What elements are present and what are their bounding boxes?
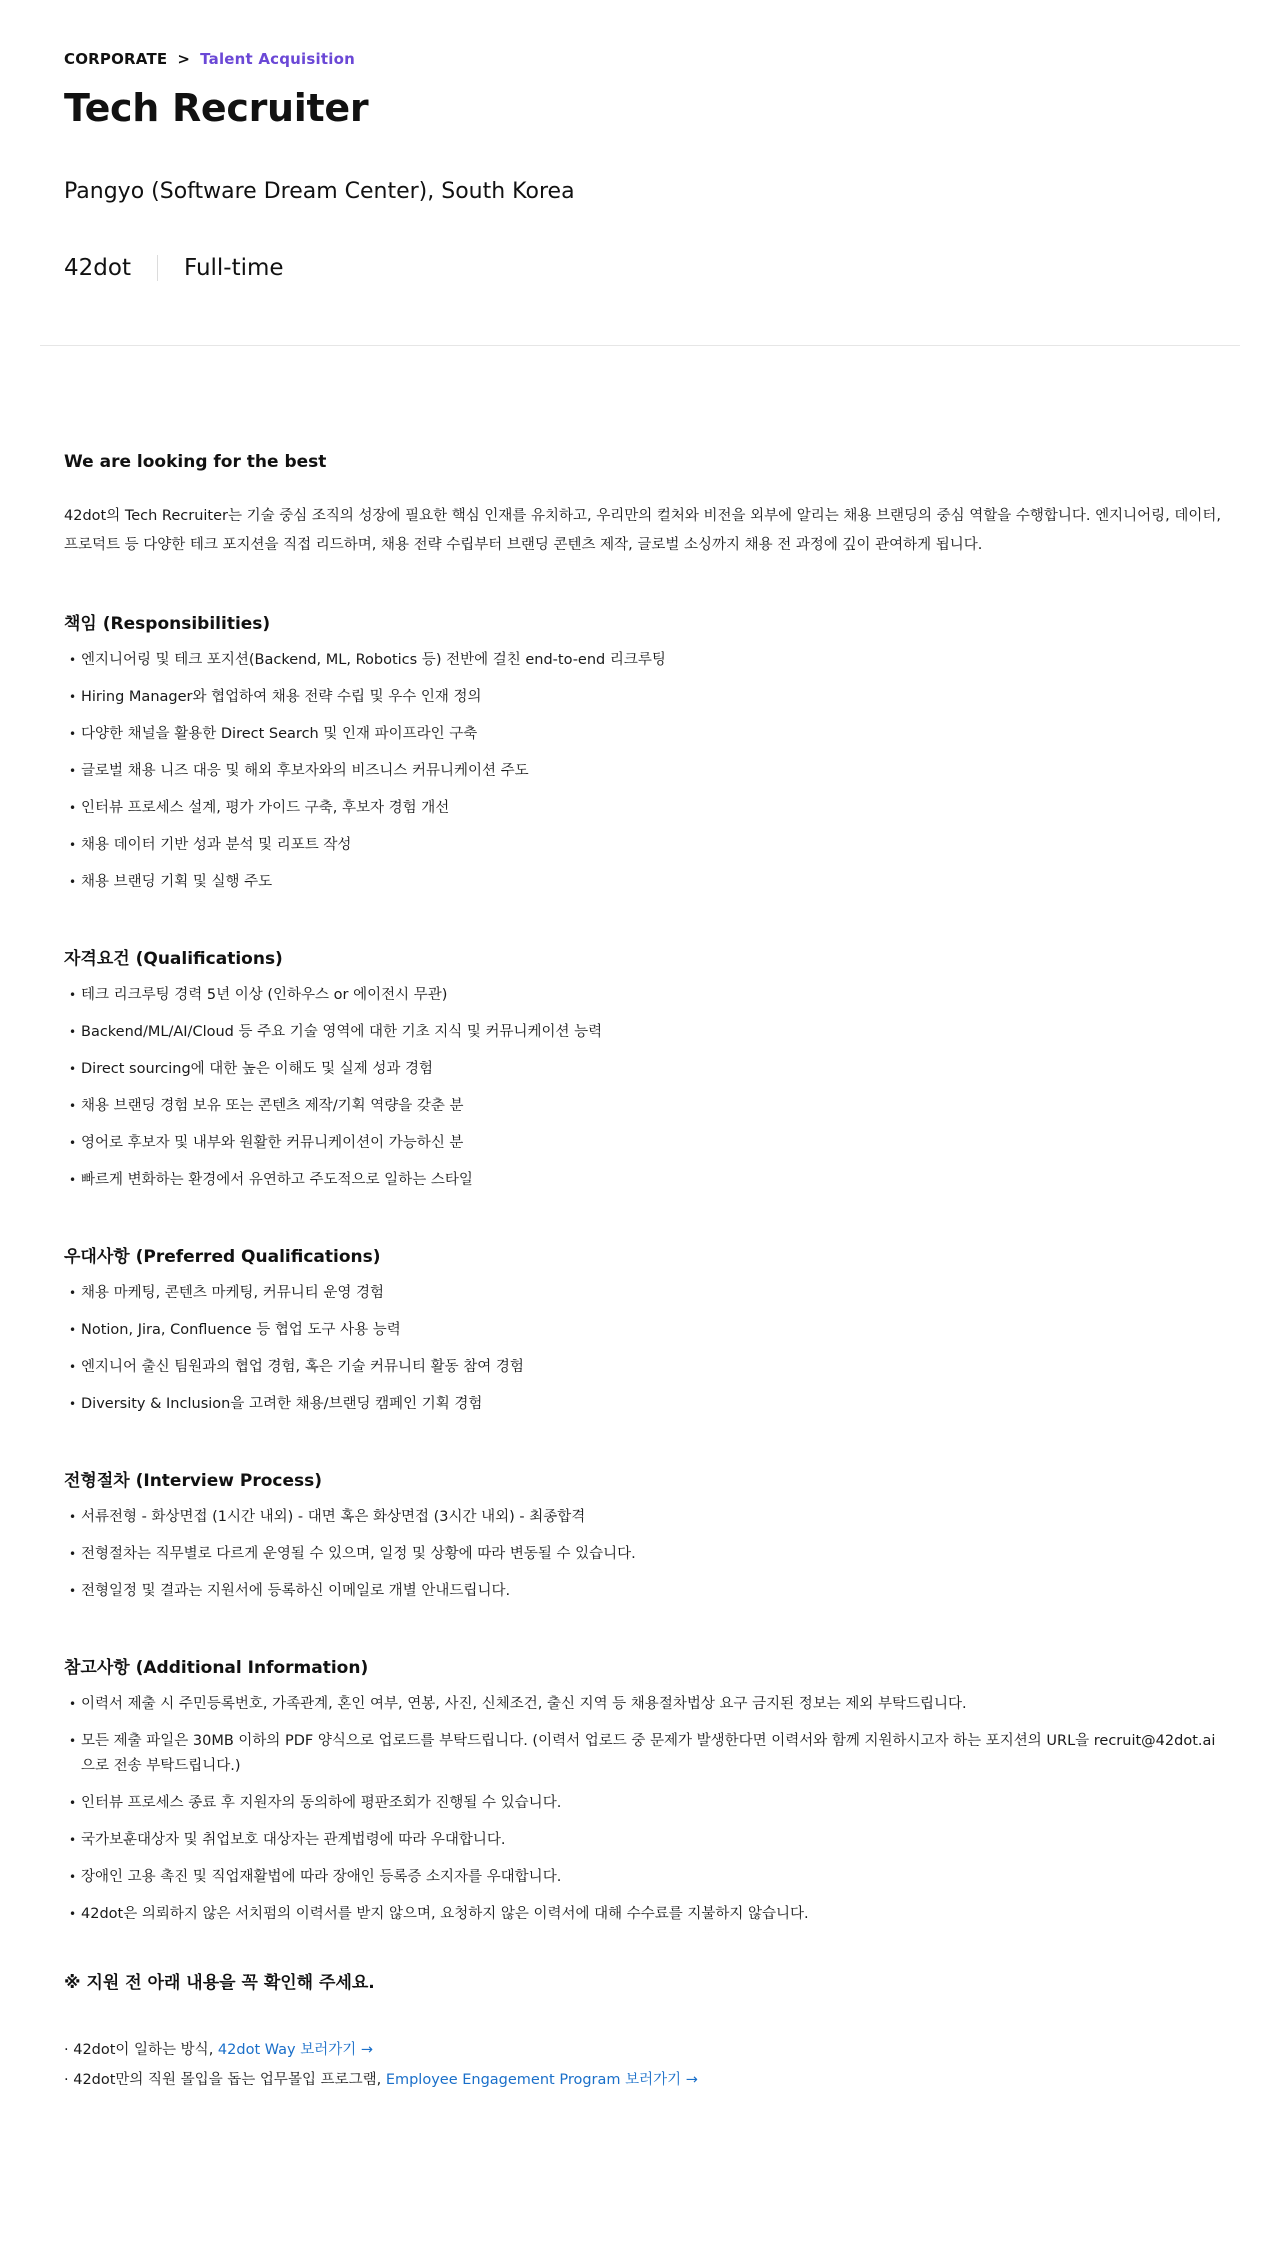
notice-link-row	[64, 2065, 1216, 2095]
bullet-list	[64, 1692, 1216, 1927]
list-item: • Backend/ML/AI/Cloud 등 주요 기술 영역에 대한 기초 지식 및 커뮤니케이션 능력	[64, 1020, 1216, 1045]
list-item: • 영어로 후보자 및 내부와 원활한 커뮤니케이션이 가능하신 분	[64, 1131, 1216, 1156]
list-item: • Notion, Jira, Confluence 등 협업 도구 사용 능력	[64, 1318, 1216, 1343]
list-item: • 국가보훈대상자 및 취업보호 대상자는 관계법령에 따라 우대합니다.	[64, 1828, 1216, 1853]
breadcrumb-separator: >	[177, 50, 191, 68]
intro-text: 42dot의 Tech Recruiter는 기술 중심 조직의 성장에 필요한 핵심 인재를 유치하고, 우리만의 컬처와 비전을 외부에 알리는 채용 브랜딩의 중심 역할을 수행합니다. 엔지니어링, 데이터, 프로덕트 등 다양한 테크 포지션을 직접 리드하며, 채용 전략 수립부터 브랜딩 콘텐츠 제작, 글로벌 소싱까지 채용 전 과정에 깊이 관여하게 됩니다.	[64, 508, 1222, 553]
bullet-list	[64, 1281, 1216, 1417]
list-item: • 다양한 채널을 활용한 Direct Search 및 인재 파이프라인 구축	[64, 722, 1216, 747]
list-item: • 채용 브랜딩 기획 및 실행 주도	[64, 870, 1216, 895]
list-item: • 인터뷰 프로세스 설계, 평가 가이드 구축, 후보자 경험 개선	[64, 796, 1216, 821]
company-name: 42dot	[64, 255, 131, 281]
list-item: • 테크 리크루팅 경력 5년 이상 (인하우스 or 에이전시 무관)	[64, 983, 1216, 1008]
list-item: • Diversity & Inclusion을 고려한 채용/브랜딩 캠페인 기획 경험	[64, 1392, 1216, 1417]
section-title: 전형절차 (Interview Process)	[64, 1471, 323, 1491]
list-item: • 채용 마케팅, 콘텐츠 마케팅, 커뮤니티 운영 경험	[64, 1281, 1216, 1306]
meta-divider	[157, 255, 158, 281]
section-4	[64, 1656, 1216, 1927]
notice-link-prefix: · 42dot만의 직원 몰입을 돕는 업무몰입 프로그램,	[64, 2072, 386, 2088]
job-header	[40, 0, 1240, 346]
section-title: 자격요건 (Qualifications)	[64, 949, 283, 969]
job-location: Pangyo (Software Dream Center), South Korea	[64, 179, 575, 204]
list-item: • 글로벌 채용 니즈 대응 및 해외 후보자와의 비즈니스 커뮤니케이션 주도	[64, 759, 1216, 784]
list-item: • 엔지니어 출신 팀원과의 협업 경험, 혹은 기술 커뮤니티 활동 참여 경험	[64, 1355, 1216, 1380]
breadcrumb-current[interactable]: Talent Acquisition	[200, 50, 355, 68]
list-item: • 모든 제출 파일은 30MB 이하의 PDF 양식으로 업로드를 부탁드립니다. (이력서 업로드 중 문제가 발생한다면 이력서와 함께 지원하시고자 하는 포지션의 URL을 recruit@42dot.ai으로 전송 부탁드립니다.)	[64, 1729, 1216, 1779]
sections-container	[64, 612, 1216, 1927]
bullet-list	[64, 648, 1216, 895]
bullet-list	[64, 1505, 1216, 1604]
breadcrumb	[64, 48, 1176, 70]
section-2	[64, 1245, 1216, 1417]
section-0	[64, 612, 1216, 895]
employment-type: Full-time	[183, 255, 284, 281]
notice-link[interactable]: Employee Engagement Program 보러가기 →	[385, 2072, 698, 2088]
list-item: • 인터뷰 프로세스 종료 후 지원자의 동의하에 평판조회가 진행될 수 있습니다.	[64, 1791, 1216, 1816]
list-item: • 전형일정 및 결과는 지원서에 등록하신 이메일로 개별 안내드립니다.	[64, 1579, 1216, 1604]
list-item: • 장애인 고용 촉진 및 직업재활법에 따라 장애인 등록증 소지자를 우대합니다.	[64, 1865, 1216, 1890]
list-item: • 42dot은 의뢰하지 않은 서치펌의 이력서를 받지 않으며, 요청하지 않은 이력서에 대해 수수료를 지불하지 않습니다.	[64, 1902, 1216, 1927]
bullet-list	[64, 983, 1216, 1193]
list-item: • 채용 데이터 기반 성과 분석 및 리포트 작성	[64, 833, 1216, 858]
list-item: • 채용 브랜딩 경험 보유 또는 콘텐츠 제작/기획 역량을 갖춘 분	[64, 1094, 1216, 1119]
list-item: • 이력서 제출 시 주민등록번호, 가족관계, 혼인 여부, 연봉, 사진, 신체조건, 출신 지역 등 채용절차법상 요구 금지된 정보는 제외 부탁드립니다.	[64, 1692, 1216, 1717]
section-title: 책임 (Responsibilities)	[64, 614, 271, 634]
list-item: • 전형절차는 직무별로 다르게 운영될 수 있으며, 일정 및 상황에 따라 변동될 수 있습니다.	[64, 1542, 1216, 1567]
notice-link[interactable]: 42dot Way 보러가기 →	[217, 2042, 374, 2058]
list-item: • 서류전형 - 화상면접 (1시간 내외) - 대면 혹은 화상면접 (3시간 내외) - 최종합격	[64, 1505, 1216, 1530]
section-title: 참고사항 (Additional Information)	[64, 1658, 369, 1678]
breadcrumb-root[interactable]: CORPORATE	[64, 50, 168, 68]
notice-link-prefix: · 42dot이 일하는 방식,	[64, 2042, 218, 2058]
notice-links	[64, 2035, 1216, 2095]
section-1	[64, 947, 1216, 1193]
job-meta	[64, 252, 1176, 284]
job-description	[0, 450, 1280, 2095]
notice-title: ※ 지원 전 아래 내용을 꼭 확인해 주세요.	[64, 1973, 375, 1993]
list-item: • 빠르게 변화하는 환경에서 유연하고 주도적으로 일하는 스타일	[64, 1168, 1216, 1193]
intro-heading: We are looking for the best	[64, 452, 327, 472]
section-3	[64, 1469, 1216, 1604]
job-title: Tech Recruiter	[64, 86, 369, 130]
list-item: • 엔지니어링 및 테크 포지션(Backend, ML, Robotics 등) 전반에 걸친 end-to-end 리크루팅	[64, 648, 1216, 673]
list-item: • Hiring Manager와 협업하여 채용 전략 수립 및 우수 인재 정의	[64, 685, 1216, 710]
section-title: 우대사항 (Preferred Qualifications)	[64, 1247, 381, 1267]
list-item: • Direct sourcing에 대한 높은 이해도 및 실제 성과 경험	[64, 1057, 1216, 1082]
notice-link-row	[64, 2035, 1216, 2065]
